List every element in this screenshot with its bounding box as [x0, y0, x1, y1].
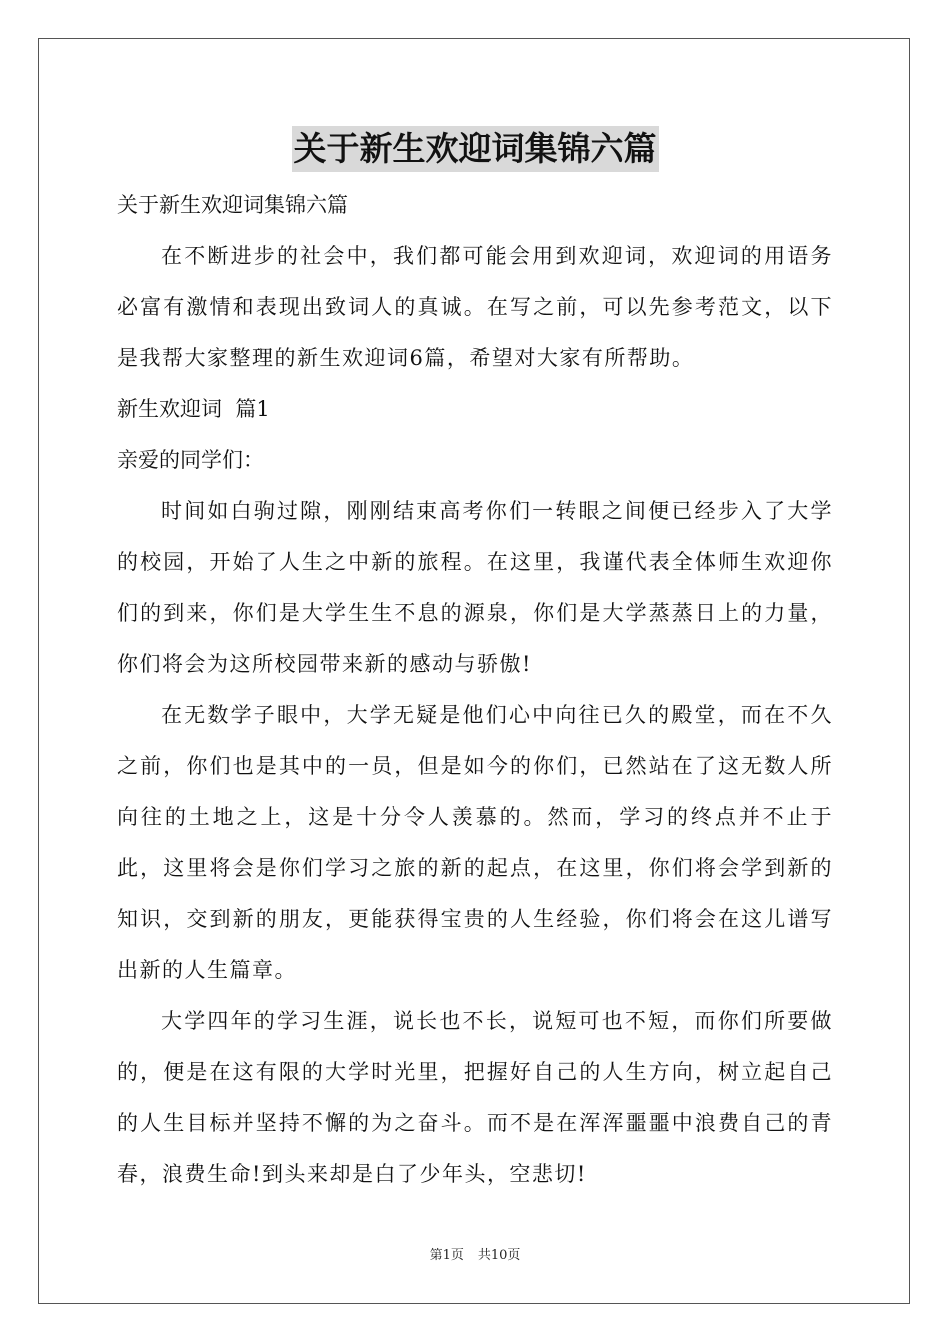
- intro-paragraph: 在不断进步的社会中，我们都可能会用到欢迎词，欢迎词的用语务必富有激情和表现出致词人的真诚。在写之前，可以先参考范文，以下是我帮大家整理的新生欢迎词6篇，希望对大家有所帮助。: [117, 244, 833, 370]
- document-body: [117, 180, 833, 1200]
- body-paragraph-3: 大学四年的学习生涯，说长也不长，说短可也不短，而你们所要做的，便是在这有限的大学时光里，把握好自己的人生方向，树立起自己的人生目标并坚持不懈的为之奋斗。而不是在浑浑噩噩中浪费自己的青春，浪费生命!到头来却是白了少年头，空悲切!: [117, 1009, 833, 1186]
- document-subtitle: 关于新生欢迎词集锦六篇: [117, 193, 348, 217]
- document-title: 关于新生欢迎词集锦六篇: [292, 126, 659, 172]
- body-paragraph-1: 时间如白驹过隙，刚刚结束高考你们一转眼之间便已经步入了大学的校园，开始了人生之中新的旅程。在这里，我谨代表全体师生欢迎你们的到来，你们是大学生生不息的源泉，你们是大学蒸蒸日上的力量，你们将会为这所校园带来新的感动与骄傲!: [117, 499, 833, 676]
- page-footer: [0, 1246, 950, 1266]
- page-total: 共10页: [477, 1248, 521, 1263]
- salutation: 亲爱的同学们：: [117, 448, 264, 472]
- page-number: 第1页: [429, 1248, 464, 1263]
- section-heading: 新生欢迎词 篇1: [117, 397, 270, 421]
- body-paragraph-2: 在无数学子眼中，大学无疑是他们心中向往已久的殿堂，而在不久之前，你们也是其中的一员，但是如今的你们，已然站在了这无数人所向往的土地之上，这是十分令人羡慕的。然而，学习的终点并不止于此，这里将会是你们学习之旅的新的起点，在这里，你们将会学到新的知识，交到新的朋友，更能获得宝贵的人生经验，你们将会在这儿谱写出新的人生篇章。: [117, 703, 833, 982]
- document-title-wrapper: [0, 126, 950, 172]
